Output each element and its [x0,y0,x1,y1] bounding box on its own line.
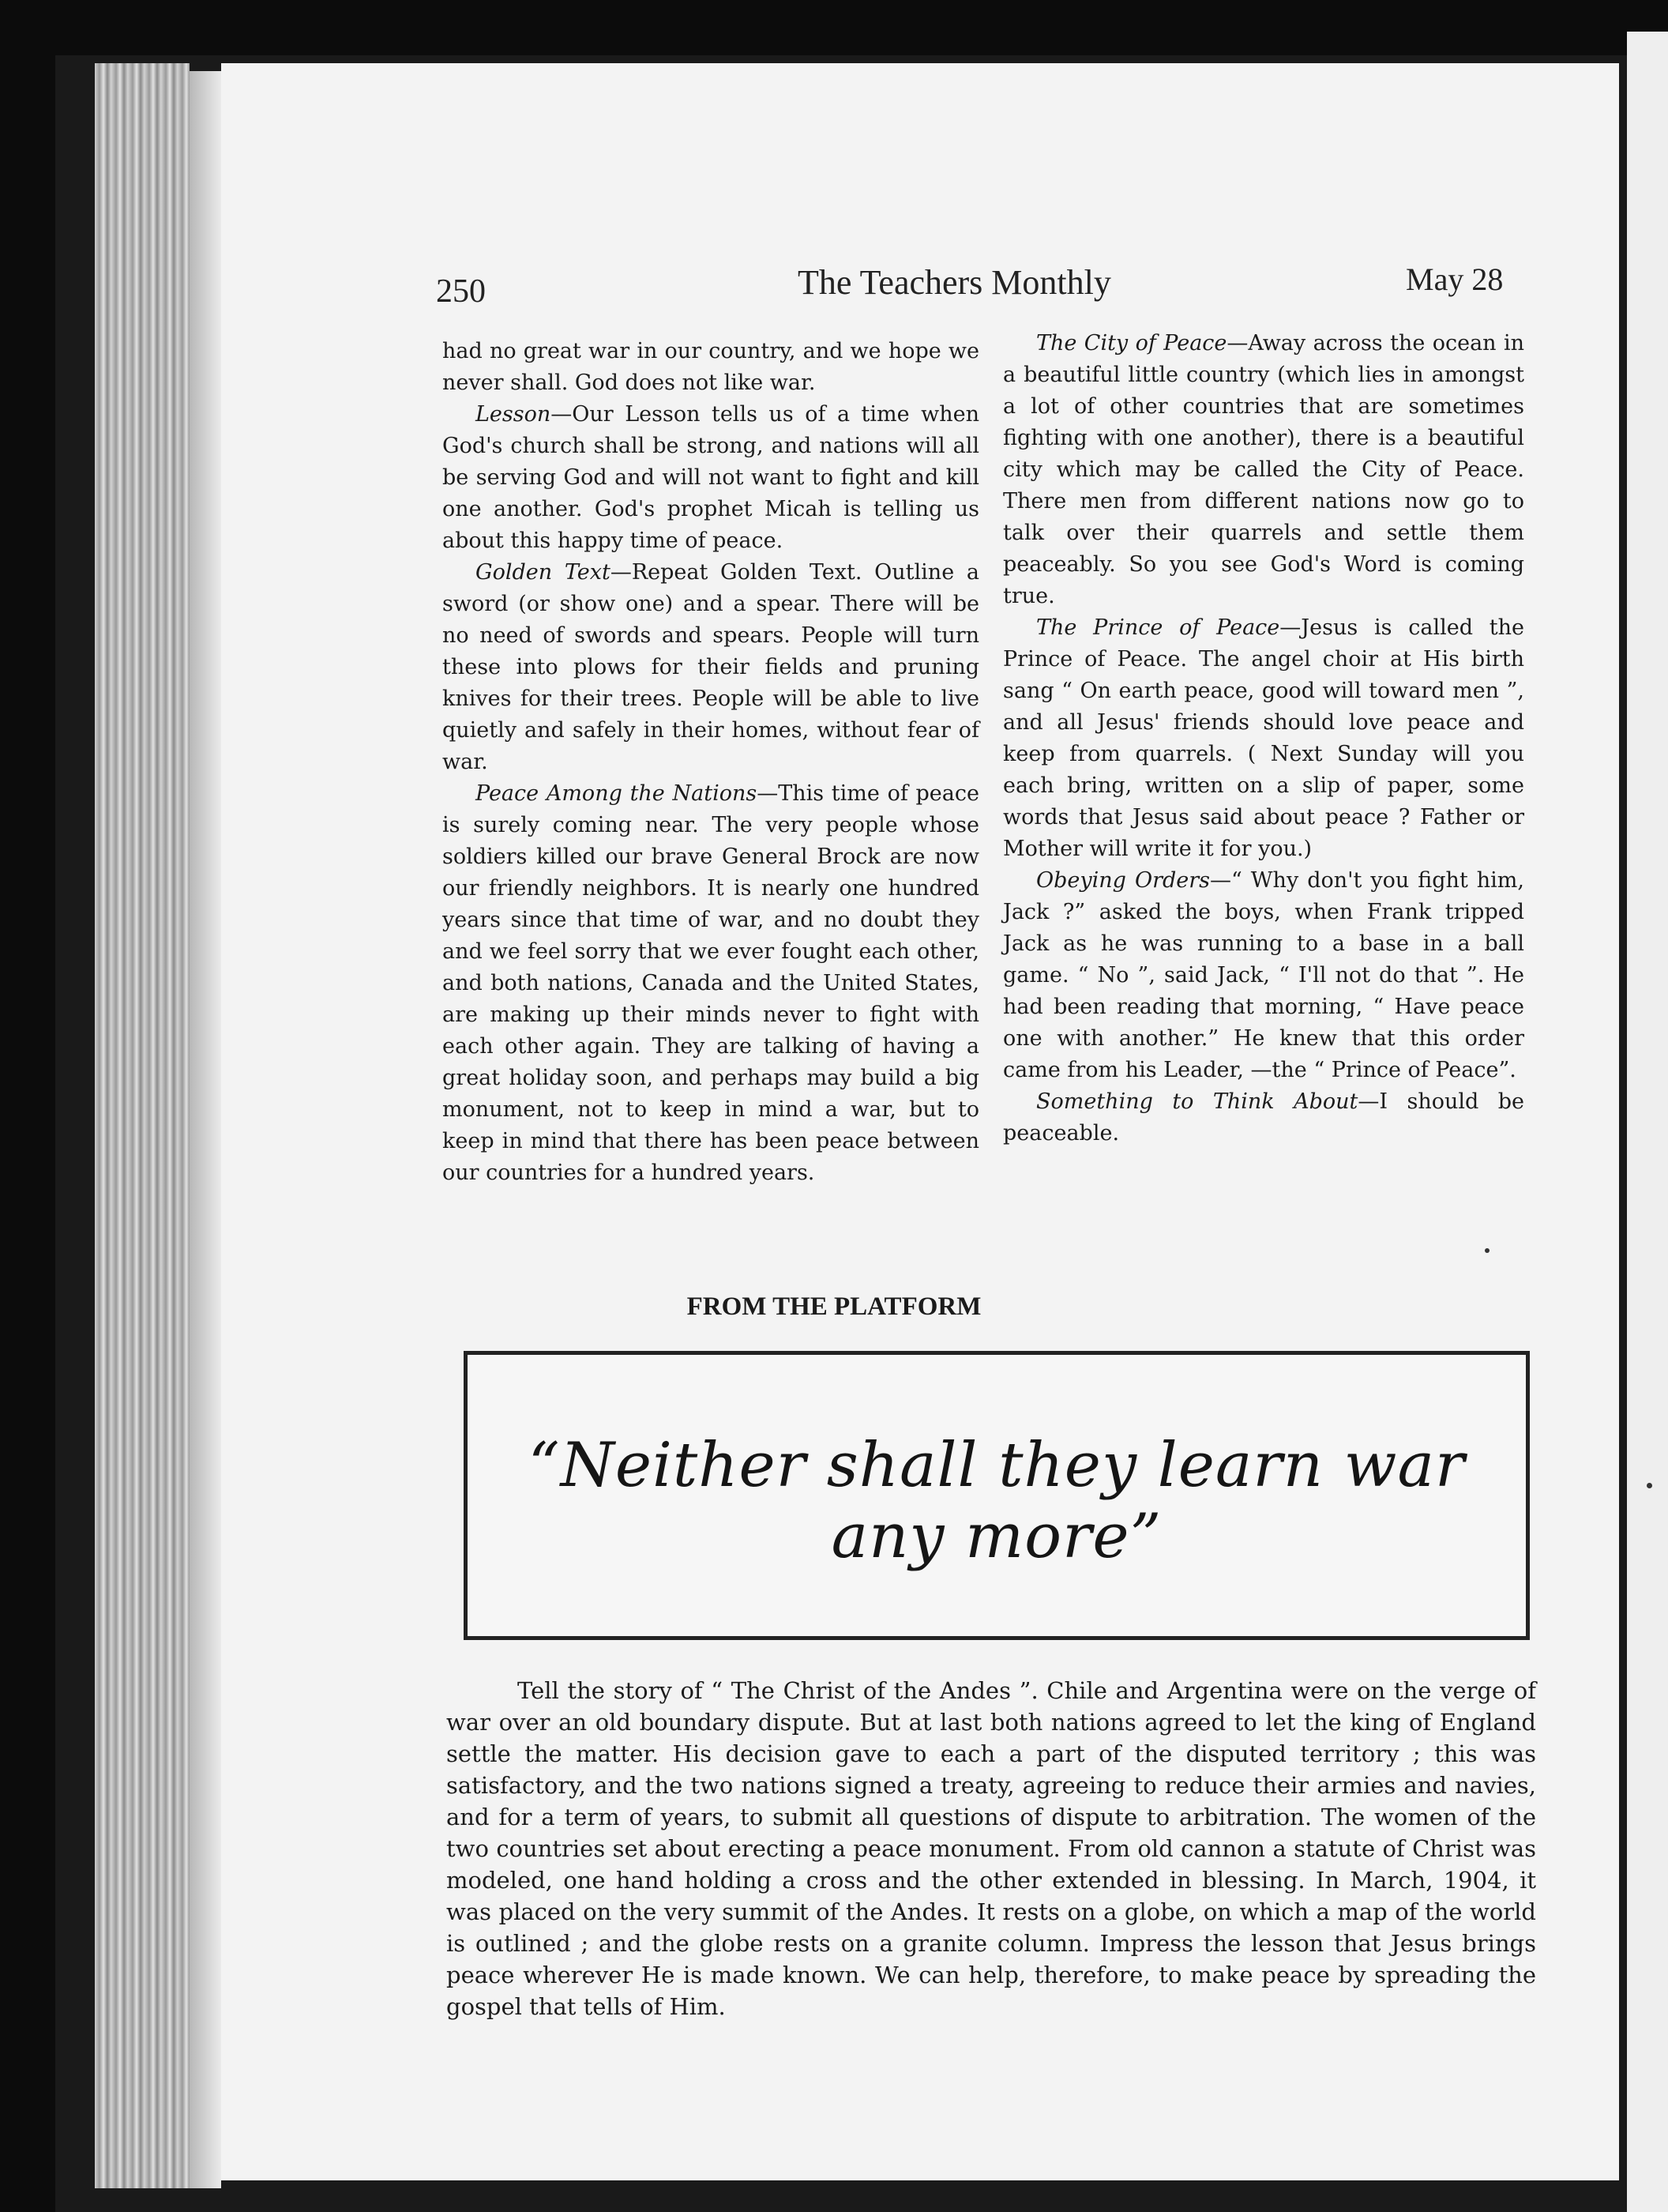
page-gutter [190,71,221,2188]
paragraph-text: —“ Why don't you fight him, Jack ?” asked the boys, when Frank tripped Jack as he was running to a base in a ball game. “ No ”, said Jack, “ I'll not do that ”. He had been reading that morning, “ Have peace one with another.” He knew that this order came from his Leader, —the “ Prince of Peace”. [1003,868,1524,1082]
paragraph [442,778,979,1189]
paragraph-label: Obeying Orders [1036,868,1211,893]
paragraph-text: —Repeat Golden Text. Outline a sword (or show one) and a spear. There will be no need of swords and spears. People will turn these into plows for their fields and pruning knives for their trees. People will be able to live quietly and safely in their homes, without fear of war. [442,560,979,774]
paragraph-text: —Away across the ocean in a beautiful little country (which lies in amongst a lot of other countries that are sometimes fighting with one another), there is a beautiful city which may be called the City of Peace. There men from different nations now go to talk over their quarrels and settle them peaceably. So you see God's Word is coming true. [1003,331,1524,608]
journal-title: The Teachers Monthly [798,263,1111,302]
paragraph-text: —This time of peace is surely coming near. The very people whose soldiers killed our brave General Brock are now our friendly neighbors. It is nearly one hundred years since that time of war, and no doubt they and we feel sorry that we ever fought each other, and both nations, Canada and the United States, are making up their minds never to fight with each other again. They are talking of having a great holiday soon, and perhaps may build a big monument, not to keep in mind a war, but to keep in mind that there has been peace between our countries for a hundred years. [442,781,979,1185]
section-heading: FROM THE PLATFORM [686,1292,982,1321]
platform-motto: “Neither shall they learn war any more” [528,1430,1466,1572]
paragraph-text: —Jesus is called the Prince of Peace. The angel choir at His birth sang “ On earth peace, good will toward men ”, and all Jesus' friends should love peace and keep from quarrels. ( Next Sunday will you each bring, written on a slip of paper, some words that Jesus said about peace ? Father or Mother will write it for you.) [1003,615,1524,861]
paragraph [1003,328,1524,612]
paragraph: Tell the story of “ The Christ of the Andes ”. Chile and Argentina were on the verge of war over an old boundary dispute. But at last both nations agreed to let the king of England settle the matter. His decision gave to each a part of the disputed territory ; this was satisfactory, and the two nations signed a treaty, agreeing to reduce their armies and navies, and for a term of years, to submit all questions of dispute to arbitration. The women of the two countries set about erecting a peace monument. From old cannon a statute of Christ was modeled, one hand holding a cross and the other extended in blessing. In March, 1904, it was placed on the very summit of the Andes. It rests on a globe, on which a map of the world is outlined ; and the globe rests on a granite column. Impress the lesson that Jesus brings peace wherever He is made known. We can help, therefore, to make peace by spreading the gospel that tells of Him. [446,1677,1536,2020]
lesson-date: May 28 [1406,261,1504,297]
paragraph-label: The Prince of Peace [1036,615,1280,640]
paragraph: had no great war in our country, and we hope we never shall. God does not like war. [442,339,979,395]
paragraph [442,557,979,778]
paragraph-label: The City of Peace [1036,331,1227,356]
paragraph-label: Lesson [475,402,551,427]
ink-speck [1647,1483,1652,1488]
paragraph [1003,865,1524,1086]
right-column [1003,328,1524,1149]
paragraph-label: Golden Text [475,560,610,585]
facing-page-edge [1627,32,1668,2212]
page-edges [95,63,190,2188]
paragraph-label: Something to Think About [1036,1089,1358,1114]
paragraph [442,399,979,557]
left-column [442,336,979,1189]
story-text [446,1675,1536,2022]
ink-speck [1485,1248,1490,1253]
paragraph [1003,1086,1524,1149]
paragraph-text: —Our Lesson tells us of a time when God's church shall be strong, and nations will all be serving God and will not want to fight and kill one another. God's prophet Micah is telling us about this happy time of peace. [442,402,979,553]
paragraph-text: —I should be peaceable. [1003,1089,1524,1146]
page-number: 250 [436,273,486,310]
paragraph [1003,612,1524,865]
paragraph-label: Peace Among the Nations [475,781,757,806]
